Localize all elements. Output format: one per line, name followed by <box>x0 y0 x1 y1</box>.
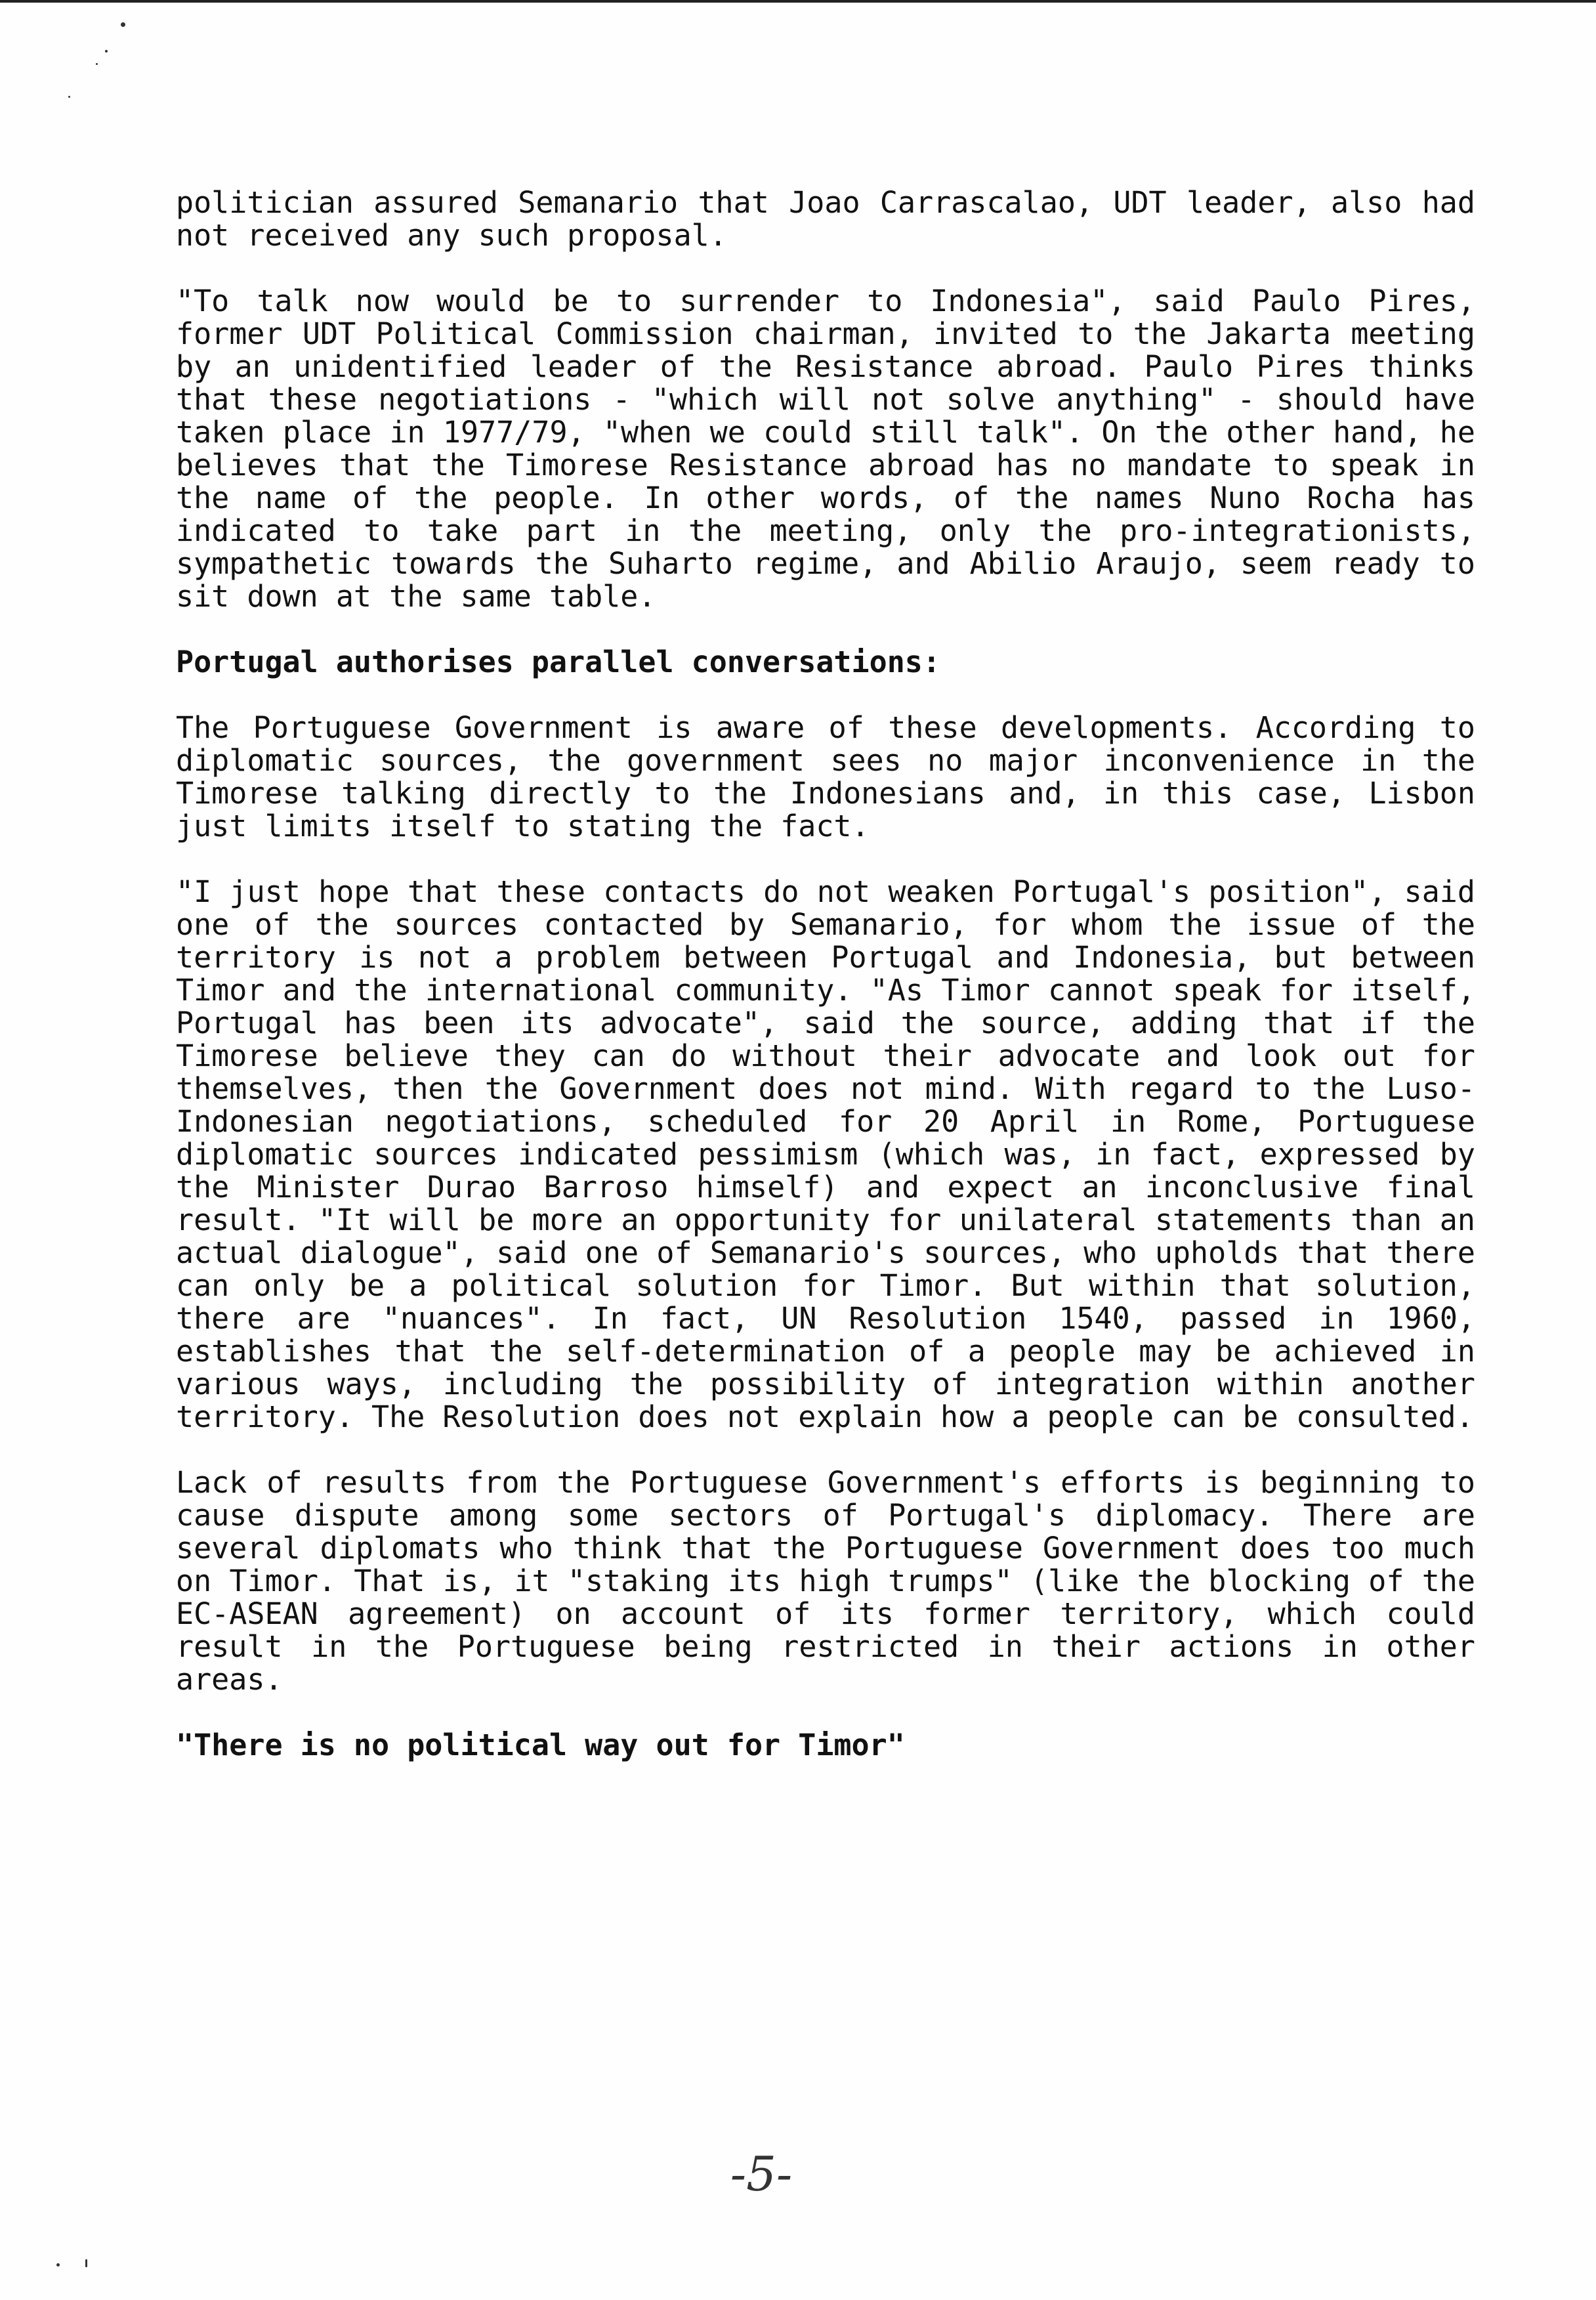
scan-speck <box>68 96 70 98</box>
scan-speck <box>85 2259 87 2267</box>
paragraph: politician assured Semanario that Joao Carrascalao, UDT leader, also had not received any such proposal. <box>176 185 1475 253</box>
scan-top-edge <box>0 0 1596 3</box>
paragraph: "To talk now would be to surrender to Indonesia", said Paulo Pires, former UDT Political Commission chairman, invited to the Jakarta meeting by an unidentified leader of the Resistance abroad. Paulo Pires thinks that these negotiations - "which will not solve anything" - should have taken place in 1977/79, "when we could still talk". On the other hand, he believes that the Timorese Resistance abroad has no mandate to speak in the name of the people. In other words, of the names Nuno Rocha has indicated to take part in the meeting, only the pro-integrationists, sympathetic towards the Suharto regime, and Abilio Araujo, seem ready to sit down at the same table. <box>176 284 1475 614</box>
scan-speck <box>105 50 108 53</box>
paragraph: "I just hope that these contacts do not weaken Portugal's position", said one of the sources contacted by Semanario, for whom the issue of the territory is not a problem between Portugal and Indonesia, but between Timor and the international community. "As Timor cannot speak for itself, Portugal has been its advocate", said the source, adding that if the Timorese believe they can do without their advocate and look out for themselves, then the Government does not mind. With regard to the Luso-Indonesian negotiations, scheduled for 20 April in Rome, Portuguese diplomatic sources indicated pessimism (which was, in fact, expressed by the Minister Durao Barroso himself) and expect an inconclusive final result. "It will be more an opportunity for unilateral statements than an actual dialogue", said one of Semanario's sources, who upholds that there can only be a political solution for Timor. But within that solution, there are "nuances". In fact, UN Resolution 1540, passed in 1960, establishes that the self-determination of a people may be achieved in various ways, including the possibility of integration within another territory. The Resolution does not explain how a people can be consulted. <box>176 874 1475 1434</box>
section-heading: Portugal authorises parallel conversations: <box>176 645 940 679</box>
scan-speck <box>96 63 98 65</box>
page-number: -5- <box>730 2146 793 2202</box>
scan-speck <box>56 2263 60 2267</box>
document-body <box>176 186 1475 1795</box>
paragraph: Lack of results from the Portuguese Government's efforts is beginning to cause dispute among some sectors of Portugal's diplomacy. There are several diplomats who think that the Portuguese Government does too much on Timor. That is, it "staking its high trumps" (like the blocking of the EC-ASEAN agreement) on account of its former territory, which could result in the Portuguese being restricted in their actions in other areas. <box>176 1465 1475 1697</box>
scan-speck <box>121 22 125 27</box>
section-heading: "There is no political way out for Timor" <box>176 1728 905 1762</box>
paragraph: The Portuguese Government is aware of these developments. According to diplomatic sources, the government sees no major inconvenience in the Timorese talking directly to the Indonesians and, in this case, Lisbon just limits itself to stating the fact. <box>176 710 1475 843</box>
